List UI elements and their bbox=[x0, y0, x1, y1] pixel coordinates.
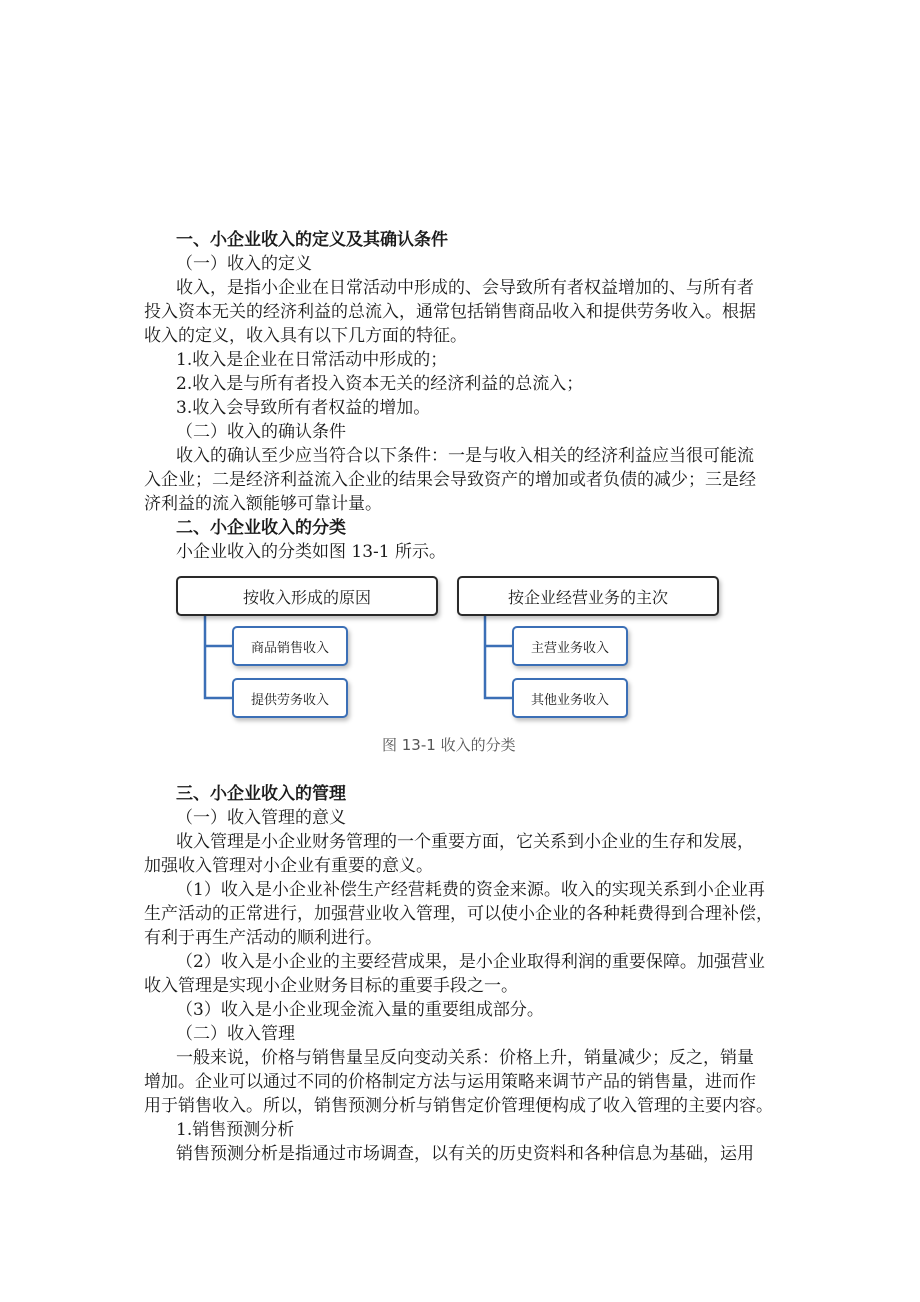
category-box-by-cause bbox=[176, 576, 438, 616]
feature-item: 2.收入是与所有者投入资本无关的经济利益的总流入； bbox=[176, 374, 584, 394]
paragraph-line: 收入，是指小企业在日常活动中形成的、会导致所有者权益增加的、与所有者 bbox=[176, 278, 754, 298]
item-label: 提供劳务收入 bbox=[250, 692, 329, 708]
item-box-labor-services bbox=[232, 678, 348, 718]
paragraph-line: （3）收入是小企业现金流入量的重要组成部分。 bbox=[176, 1000, 544, 1020]
item-box-goods-sales bbox=[232, 626, 348, 666]
section-3-heading: 三、小企业收入的管理 bbox=[176, 784, 346, 804]
list-item-sales-forecast: 1.销售预测分析 bbox=[176, 1120, 295, 1140]
paragraph-line: 生产活动的正常进行，加强营业收入管理，可以使小企业的各种耗费得到合理补偿， bbox=[144, 904, 773, 924]
section-1-heading: 一、小企业收入的定义及其确认条件 bbox=[176, 230, 448, 250]
connector-right bbox=[485, 616, 512, 698]
figure-intro: 小企业收入的分类如图 13-1 所示。 bbox=[176, 542, 446, 562]
subsection-revenue-definition: （一）收入的定义 bbox=[176, 254, 312, 274]
feature-item: 1.收入是企业在日常活动中形成的； bbox=[176, 350, 448, 370]
item-label: 商品销售收入 bbox=[250, 640, 329, 656]
category-title: 按收入形成的原因 bbox=[242, 587, 371, 607]
subsection-recognition-conditions: （二）收入的确认条件 bbox=[176, 422, 346, 442]
figure-caption: 图 13-1 收入的分类 bbox=[382, 736, 516, 754]
paragraph-line: 用于销售收入。所以，销售预测分析与销售定价管理便构成了收入管理的主要内容。 bbox=[144, 1096, 773, 1116]
paragraph-line: （2）收入是小企业的主要经营成果，是小企业取得利润的重要保障。加强营业 bbox=[176, 952, 765, 972]
category-box-by-business bbox=[457, 576, 719, 616]
subsection-revenue-management: （二）收入管理 bbox=[176, 1024, 295, 1044]
subsection-meaning: （一）收入管理的意义 bbox=[176, 808, 346, 828]
paragraph-line: 一般来说，价格与销售量呈反向变动关系：价格上升，销量减少；反之，销量 bbox=[176, 1048, 754, 1068]
paragraph-line: 收入管理是实现小企业财务目标的重要手段之一。 bbox=[144, 976, 518, 996]
paragraph-line: 有利于再生产活动的顺利进行。 bbox=[144, 928, 382, 948]
paragraph-line: 加强收入管理对小企业有重要的意义。 bbox=[144, 856, 433, 876]
feature-item: 3.收入会导致所有者权益的增加。 bbox=[176, 398, 431, 418]
paragraph-line: 投入资本无关的经济利益的总流入，通常包括销售商品收入和提供劳务收入。根据 bbox=[144, 302, 756, 322]
item-box-other-business bbox=[512, 678, 628, 718]
paragraph-line: 济利益的流入额能够可靠计量。 bbox=[144, 494, 382, 514]
connector-left bbox=[205, 616, 232, 698]
category-title: 按企业经营业务的主次 bbox=[507, 587, 668, 607]
paragraph-line: 销售预测分析是指通过市场调查，以有关的历史资料和各种信息为基础，运用 bbox=[176, 1144, 754, 1164]
paragraph-line: 增加。企业可以通过不同的价格制定方法与运用策略来调节产品的销售量，进而作 bbox=[144, 1072, 756, 1092]
item-label: 其他业务收入 bbox=[530, 692, 609, 708]
item-box-main-business bbox=[512, 626, 628, 666]
section-2-heading: 二、小企业收入的分类 bbox=[176, 518, 346, 538]
paragraph-line: （1）收入是小企业补偿生产经营耗费的资金来源。收入的实现关系到小企业再 bbox=[176, 880, 765, 900]
paragraph-line: 入企业；二是经济利益流入企业的结果会导致资产的增加或者负债的减少；三是经 bbox=[144, 470, 756, 490]
item-label: 主营业务收入 bbox=[530, 640, 609, 656]
paragraph-line: 收入的确认至少应当符合以下条件：一是与收入相关的经济利益应当很可能流 bbox=[176, 446, 754, 466]
paragraph-line: 收入的定义，收入具有以下几方面的特征。 bbox=[144, 326, 467, 346]
paragraph-line: 收入管理是小企业财务管理的一个重要方面，它关系到小企业的生存和发展， bbox=[176, 832, 754, 852]
